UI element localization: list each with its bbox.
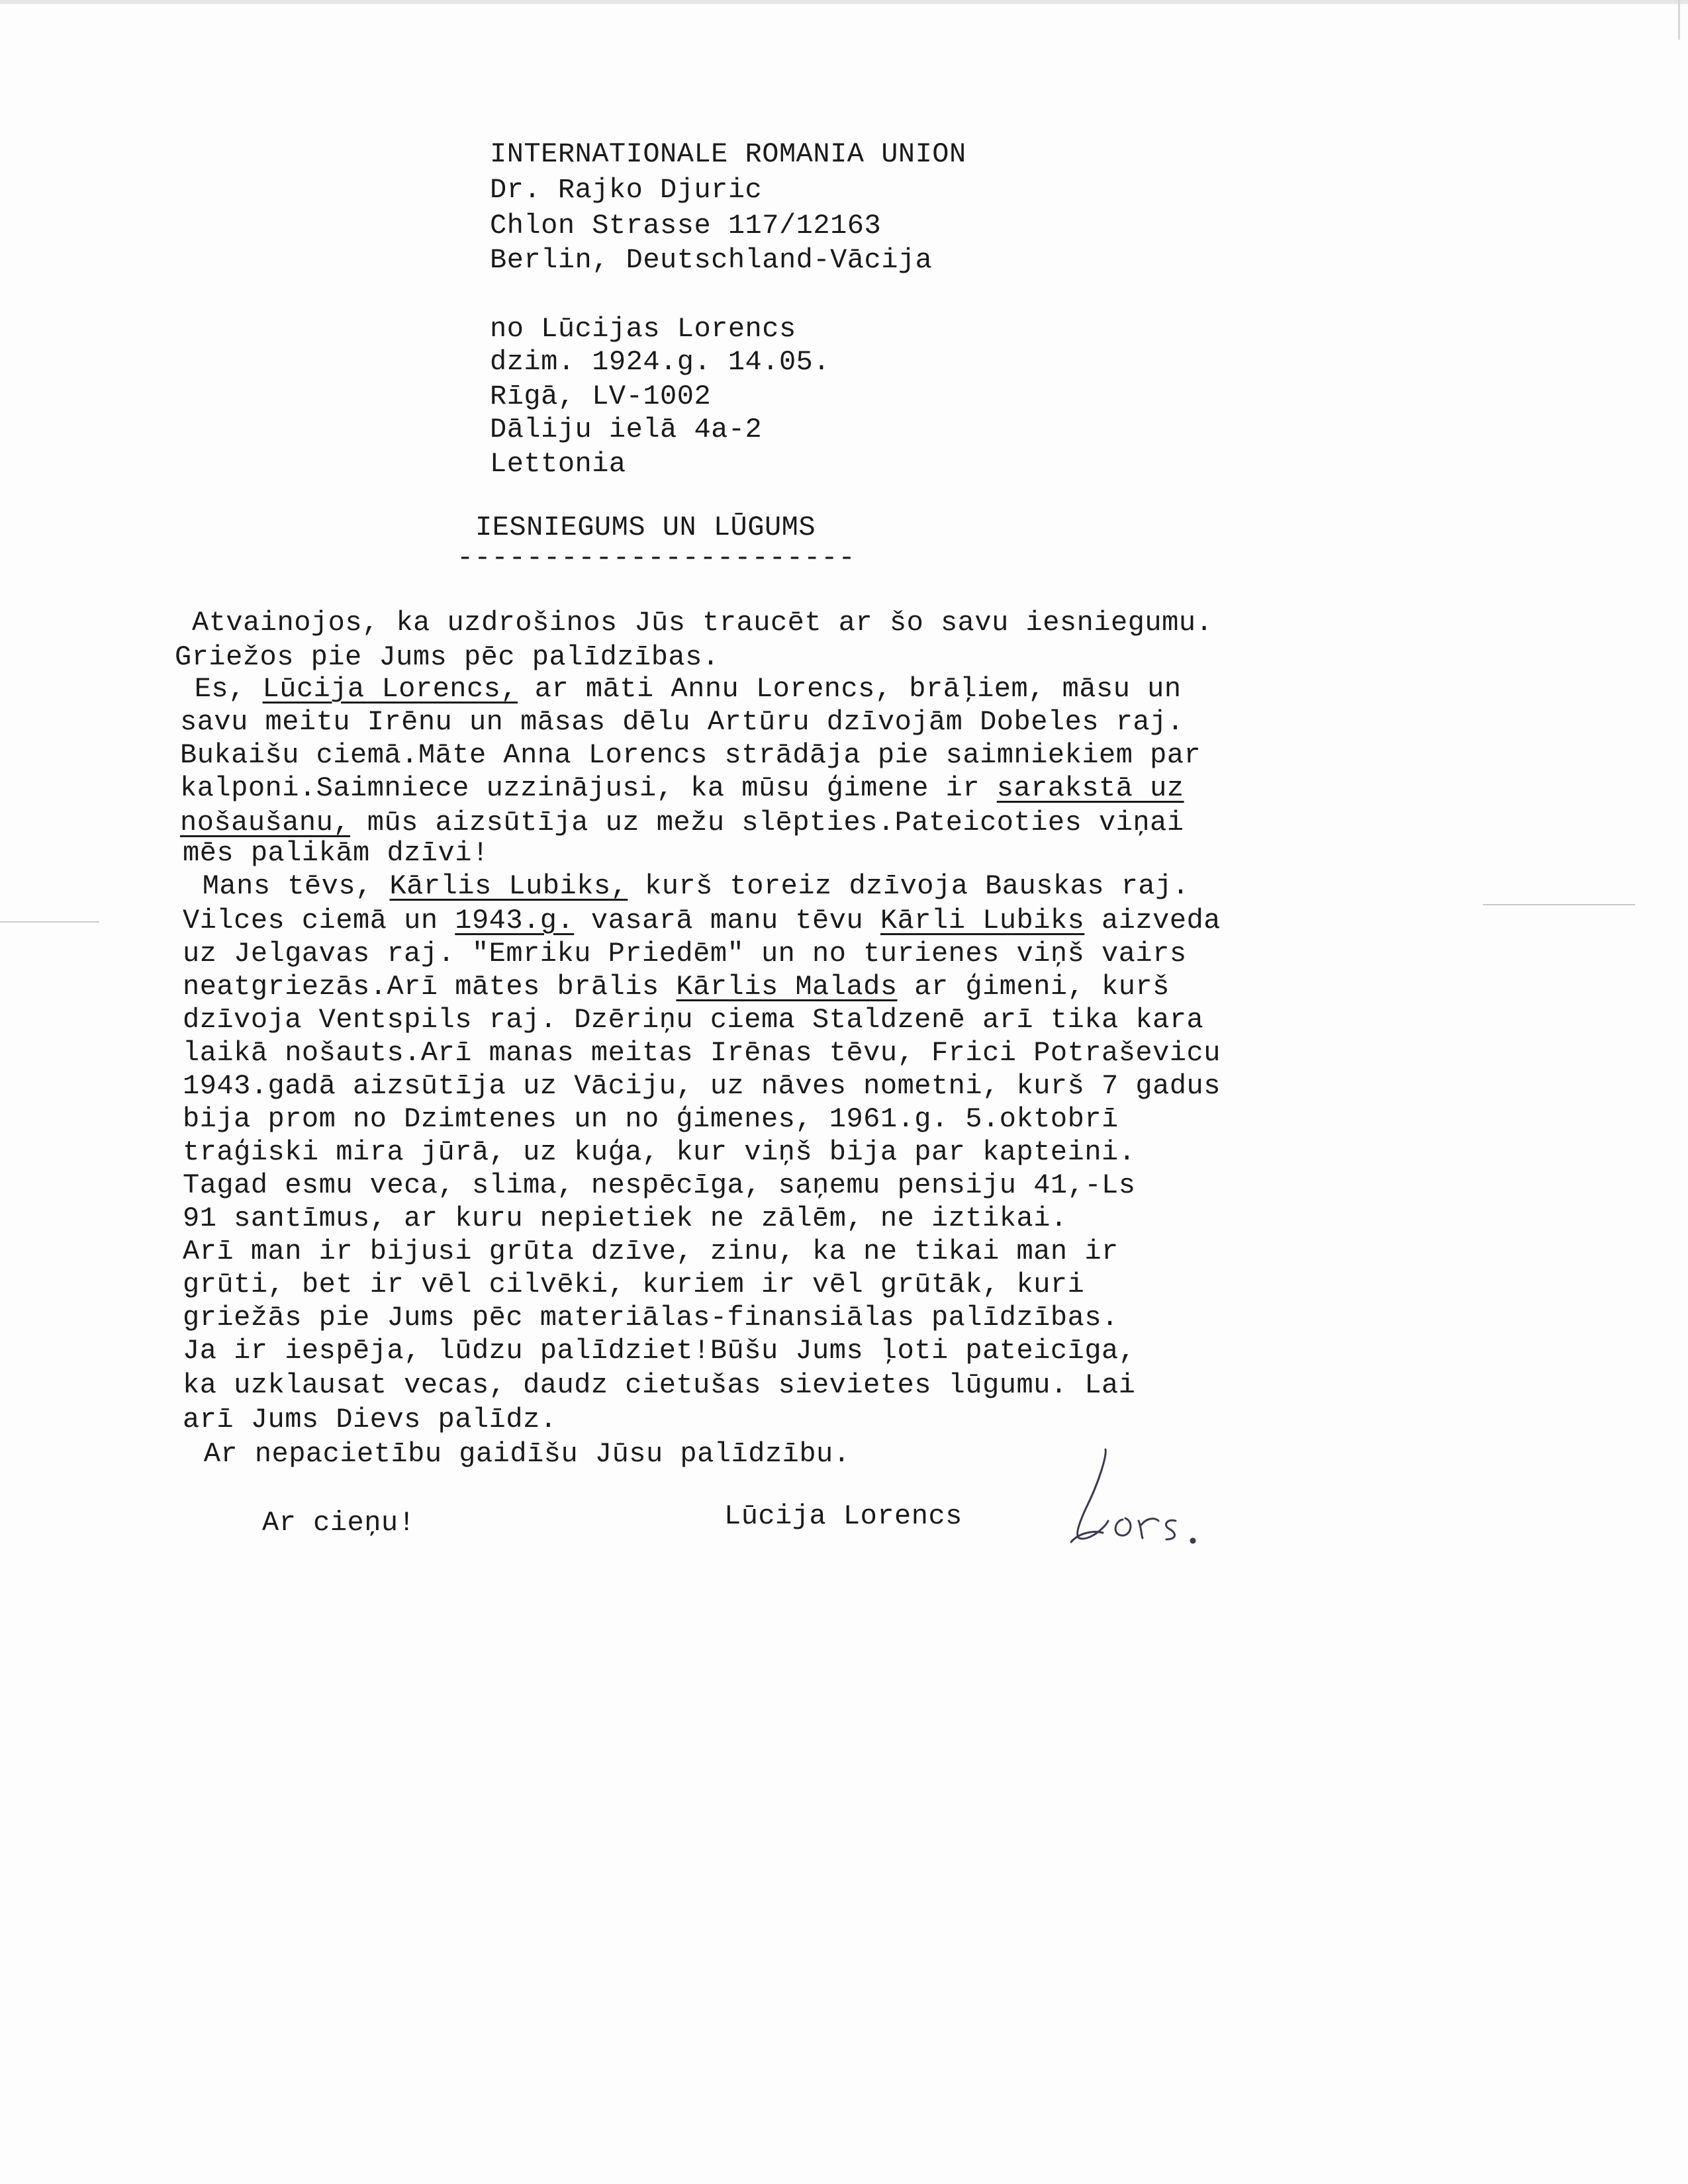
body-line: Vilces ciemā un 1943.g. vasarā manu tēvu Kārli Lubiks aizveda (183, 905, 1221, 936)
sender-birthdate: dzim. 1924.g. 14.05. (490, 346, 831, 378)
body-line: traģiski mira jūrā, uz kuģa, kur viņš bija par kapteini. (183, 1136, 1136, 1168)
body-line: neatgriezās.Arī mātes brālis Kārlis Malads ar ģimeni, kurš (183, 971, 1170, 1003)
underlined-name: Lūcija Lorencs, (262, 673, 518, 705)
body-line: Bukaišu ciemā.Māte Anna Lorencs strādāja pie saimniekiem par (180, 739, 1201, 771)
body-line: griežās pie Jums pēc materiālas-finansiālas palīdzības. (183, 1302, 1119, 1334)
recipient-organization: INTERNATIONALE ROMANIA UNION (490, 138, 966, 170)
scan-right-edge (1678, 0, 1680, 40)
sender-name: no Lūcijas Lorencs (490, 313, 796, 345)
underlined-phrase: nošaušanu, (180, 807, 351, 839)
fold-mark-left (0, 921, 99, 923)
underlined-name: Kārli Lubiks (880, 905, 1085, 936)
body-line: dzīvoja Ventspils raj. Dzēriņu ciema Staldzenē arī tika kara (183, 1004, 1204, 1036)
body-line: grūti, bet ir vēl cilvēki, kuriem ir vēl grūtāk, kuri (183, 1269, 1085, 1300)
letter-heading: IESNIEGUMS UN LŪGUMS (475, 512, 816, 543)
sender-street: Dāliju ielā 4a-2 (490, 414, 763, 445)
body-line: 91 santīmus, ar kuru nepietiek ne zālēm, ne iztikai. (183, 1203, 1068, 1234)
body-line: arī Jums Dievs palīdz. (183, 1404, 557, 1435)
body-line: Ar nepacietību gaidīšu Jūsu palīdzību. (187, 1438, 851, 1470)
closing-greeting: Ar cieņu! (262, 1507, 416, 1539)
body-line: savu meitu Irēnu un māsas dēlu Artūru dzīvojām Dobeles raj. (180, 706, 1184, 738)
body-line: Es, Lūcija Lorencs, ar māti Annu Lorencs, brāļiem, māsu un (177, 673, 1182, 705)
body-line: laikā nošauts.Arī manas meitas Irēnas tēvu, Frici Potraševicu (183, 1037, 1221, 1069)
body-line: Griežos pie Jums pēc palīdzības. (175, 641, 720, 673)
body-line: Tagad esmu veca, slima, nespēcīga, saņemu pensiju 41,-Ls (183, 1169, 1136, 1201)
underlined-phrase: sarakstā uz (996, 772, 1184, 804)
underlined-name: Kārlis Lubiks, (389, 870, 628, 902)
handwritten-signature (1059, 1443, 1258, 1562)
body-line: nošaušanu, mūs aizsūtīja uz mežu slēpties.Pateicoties viņai (180, 807, 1184, 839)
recipient-street: Chlon Strasse 117/12163 (490, 210, 882, 242)
recipient-name: Dr. Rajko Djuric (490, 174, 763, 206)
body-line: Atvainojos, ka uzdrošinos Jūs traucēt ar šo savu iesniegumu. (192, 607, 1213, 639)
body-line: ka uzklausat vecas, daudz cietušas sievietes lūgumu. Lai (183, 1369, 1136, 1401)
body-line: Ja ir iespēja, lūdzu palīdziet!Būšu Jums ļoti pateicīga, (183, 1335, 1136, 1367)
scan-top-edge (0, 0, 1688, 4)
body-line: mēs palikām dzīvi! (183, 837, 489, 869)
body-line: Mans tēvs, Kārlis Lubiks, kurš toreiz dzīvoja Bauskas raj. (185, 870, 1190, 902)
body-line: 1943.gadā aizsūtīja uz Vāciju, uz nāves nometni, kurš 7 gadus (183, 1070, 1221, 1102)
recipient-city: Berlin, Deutschland-Vācija (490, 244, 933, 276)
underlined-name: Kārlis Malads (676, 971, 898, 1003)
sender-city: Rīgā, LV-1002 (490, 381, 712, 412)
heading-rule: ----------------------- (457, 542, 856, 574)
body-line: bija prom no Dzimtenes un no ģimenes, 1961.g. 5.oktobrī (183, 1103, 1119, 1135)
sender-country: Lettonia (490, 448, 626, 480)
body-line: kalponi.Saimniece uzzinājusi, ka mūsu ģimene ir sarakstā uz (180, 772, 1184, 804)
body-line: Arī man ir bijusi grūta dzīve, zinu, ka ne tikai man ir (183, 1236, 1119, 1267)
body-line: uz Jelgavas raj. "Emriku Priedēm" un no turienes viņš vairs (183, 938, 1187, 970)
closing-name: Lūcija Lorencs (724, 1500, 962, 1532)
fold-mark-right (1483, 904, 1635, 905)
underlined-date: 1943.g. (455, 905, 575, 936)
